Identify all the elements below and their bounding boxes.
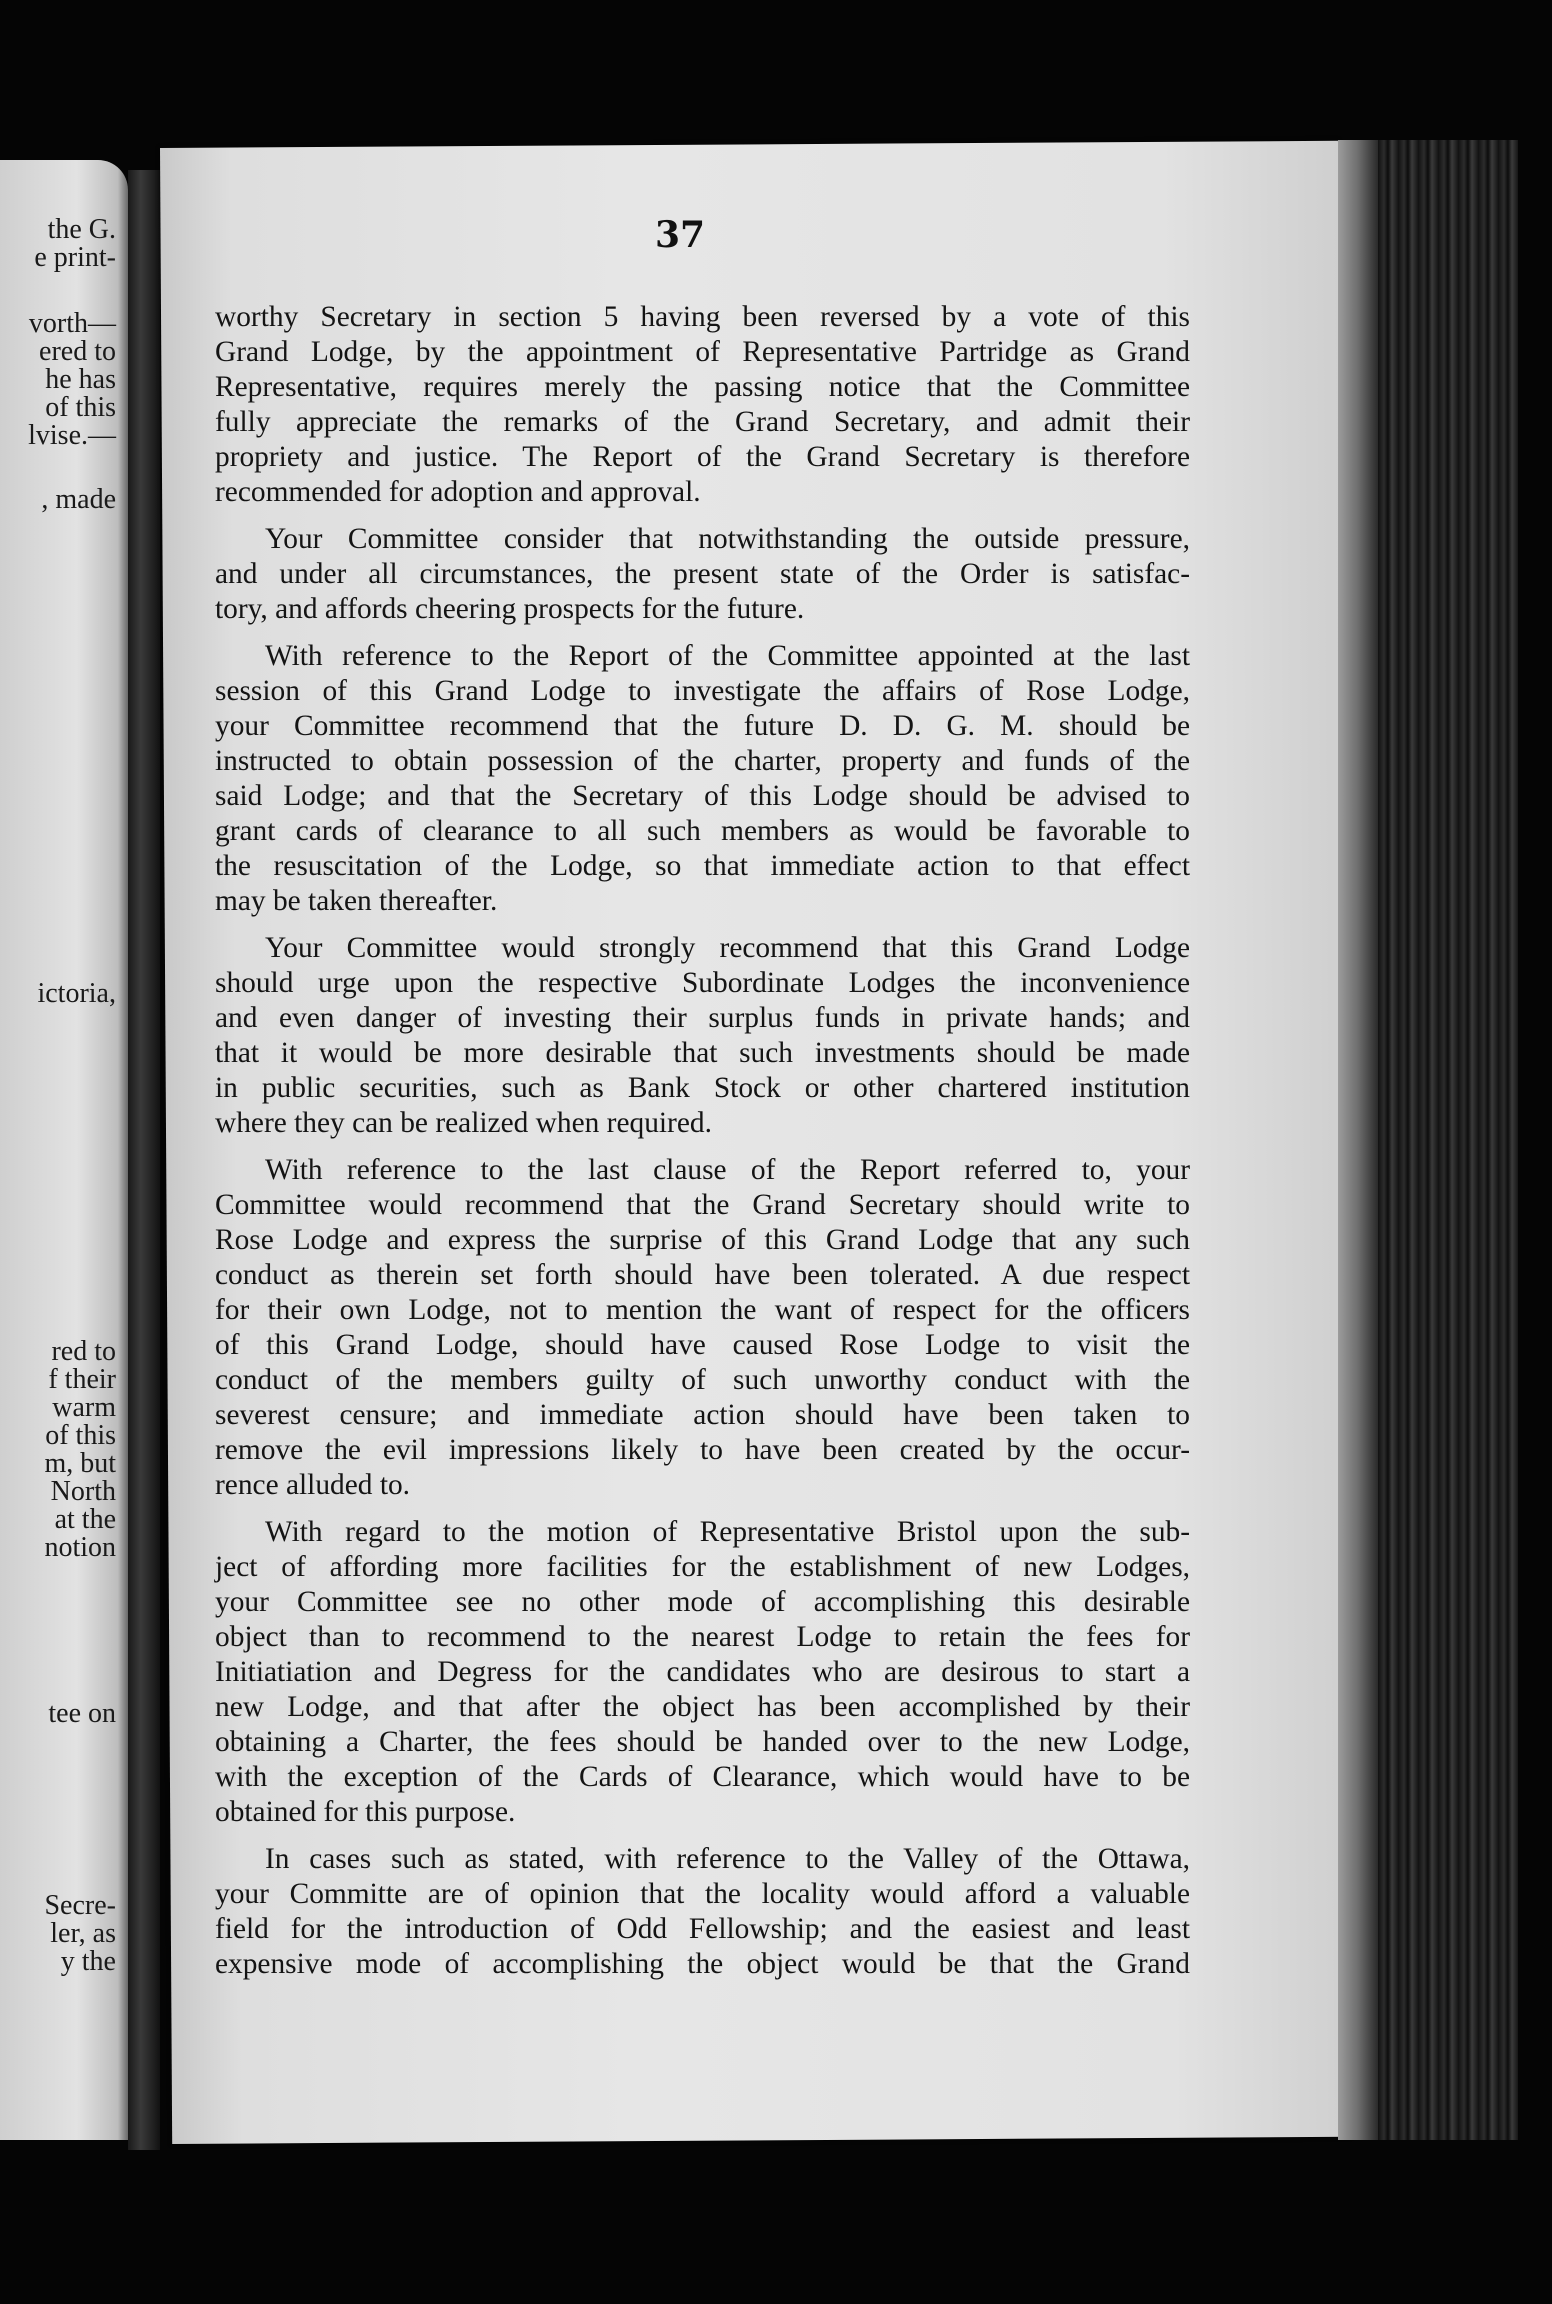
left-page-text-fragment: of this — [45, 392, 116, 423]
paragraph — [215, 1153, 1190, 1503]
paragraph — [215, 300, 1190, 510]
text-line: your Committe are of opinion that the locality would afford a valuable — [215, 1878, 1190, 1910]
text-line: should urge upon the respective Subordinate Lodges the inconvenience — [215, 967, 1190, 999]
text-line: Rose Lodge and express the surprise of this Grand Lodge that any such — [215, 1224, 1190, 1256]
left-page-text-fragment: ictoria, — [37, 978, 116, 1009]
left-page-text-fragment: ered to — [39, 336, 116, 367]
text-line: propriety and justice. The Report of the Grand Secretary is therefore — [215, 441, 1190, 473]
text-line: new Lodge, and that after the object has been accomplished by their — [215, 1691, 1190, 1723]
text-line: remove the evil impressions likely to have been created by the occur- — [215, 1434, 1190, 1466]
text-line: in public securities, such as Bank Stock or other chartered institution — [215, 1072, 1190, 1104]
book-gutter — [128, 170, 160, 2150]
text-line: conduct as therein set forth should have been tolerated. A due respect — [215, 1259, 1190, 1291]
left-page-text-fragment: Secre- — [44, 1890, 116, 1921]
text-line: object than to recommend to the nearest Lodge to retain the fees for — [215, 1621, 1190, 1653]
left-page-text-fragment: m, but — [44, 1448, 116, 1479]
left-page-text-fragment: tee on — [48, 1698, 116, 1729]
text-line: instructed to obtain possession of the charter, property and funds of the — [215, 745, 1190, 777]
paragraph — [215, 639, 1190, 919]
text-line: with the exception of the Cards of Clearance, which would have to be — [215, 1761, 1190, 1793]
paragraph — [215, 1515, 1190, 1830]
text-line: obtained for this purpose. — [215, 1796, 516, 1828]
text-line: With reference to the Report of the Committee appointed at the last — [265, 640, 1190, 672]
text-line: where they can be realized when required. — [215, 1107, 712, 1139]
text-line: tory, and affords cheering prospects for the future. — [215, 593, 805, 625]
left-page-text-fragment: lvise.— — [28, 420, 116, 451]
left-page-text-fragment: North — [50, 1476, 116, 1507]
left-page-text-fragment: , made — [41, 484, 116, 515]
text-line: Committee would recommend that the Grand Secretary should write to — [215, 1189, 1190, 1221]
text-line: severest censure; and immediate action should have been taken to — [215, 1399, 1190, 1431]
text-line: conduct of the members guilty of such unworthy conduct with the — [215, 1364, 1190, 1396]
text-line: obtaining a Charter, the fees should be handed over to the new Lodge, — [215, 1726, 1190, 1758]
text-line: ject of affording more facilities for the establishment of new Lodges, — [215, 1551, 1190, 1583]
text-line: the resuscitation of the Lodge, so that immediate action to that effect — [215, 850, 1190, 882]
text-line: and under all circumstances, the present state of the Order is satisfac- — [215, 558, 1190, 590]
text-line: expensive mode of accomplishing the object would be that the Grand — [215, 1948, 1190, 1980]
page-number: 37 — [654, 214, 706, 256]
text-line: grant cards of clearance to all such members as would be favorable to — [215, 815, 1190, 847]
text-line: Representative, requires merely the passing notice that the Committee — [215, 371, 1190, 403]
page-body-text — [215, 300, 1190, 1994]
text-line: In cases such as stated, with reference to the Valley of the Ottawa, — [265, 1843, 1190, 1875]
left-page-text-fragment: y the — [60, 1946, 116, 1977]
left-facing-page — [0, 160, 128, 2140]
left-page-text-fragment: notion — [44, 1532, 116, 1563]
text-line: Your Committee consider that notwithstanding the outside pressure, — [265, 523, 1190, 555]
left-page-text-fragment: vorth— — [28, 308, 116, 339]
text-line: your Committee recommend that the future D. D. G. M. should be — [215, 710, 1190, 742]
left-page-text-fragment: at the — [54, 1504, 116, 1535]
text-line: fully appreciate the remarks of the Grand Secretary, and admit their — [215, 406, 1190, 438]
left-page-text-fragment: the G. — [47, 214, 116, 245]
left-page-text-fragment: of this — [45, 1420, 116, 1451]
left-page-text-fragment: warm — [52, 1392, 116, 1423]
text-line: Your Committee would strongly recommend that this Grand Lodge — [265, 932, 1190, 964]
paragraph — [215, 931, 1190, 1141]
paragraph — [215, 522, 1190, 627]
text-line: your Committee see no other mode of accomplishing this desirable — [215, 1586, 1190, 1618]
text-line: said Lodge; and that the Secretary of this Lodge should be advised to — [215, 780, 1190, 812]
left-page-text-fragment: he has — [45, 364, 116, 395]
text-line: recommended for adoption and approval. — [215, 476, 701, 508]
text-line: for their own Lodge, not to mention the want of respect for the officers — [215, 1294, 1190, 1326]
text-line: Grand Lodge, by the appointment of Representative Partridge as Grand — [215, 336, 1190, 368]
left-page-text-fragment: f their — [48, 1364, 116, 1395]
page-stack-edge — [1338, 140, 1518, 2140]
left-page-text-fragment: e print- — [34, 242, 116, 273]
text-line: field for the introduction of Odd Fellowship; and the easiest and least — [215, 1913, 1190, 1945]
text-line: With reference to the last clause of the Report referred to, your — [265, 1154, 1190, 1186]
left-page-text-fragment: ler, as — [50, 1918, 116, 1949]
text-line: session of this Grand Lodge to investigate the affairs of Rose Lodge, — [215, 675, 1190, 707]
left-page-text-fragment: red to — [51, 1336, 116, 1367]
text-line: rence alluded to. — [215, 1469, 411, 1501]
text-line: of this Grand Lodge, should have caused Rose Lodge to visit the — [215, 1329, 1190, 1361]
text-line: With regard to the motion of Representative Bristol upon the sub- — [265, 1516, 1190, 1548]
text-line: may be taken thereafter. — [215, 885, 498, 917]
text-line: and even danger of investing their surplus funds in private hands; and — [215, 1002, 1190, 1034]
text-line: that it would be more desirable that such investments should be made — [215, 1037, 1190, 1069]
paragraph — [215, 1842, 1190, 1982]
text-line: worthy Secretary in section 5 having been reversed by a vote of this — [215, 301, 1190, 333]
text-line: Initiatiation and Degress for the candidates who are desirous to start a — [215, 1656, 1190, 1688]
page-edge-shadow — [1338, 140, 1378, 2140]
